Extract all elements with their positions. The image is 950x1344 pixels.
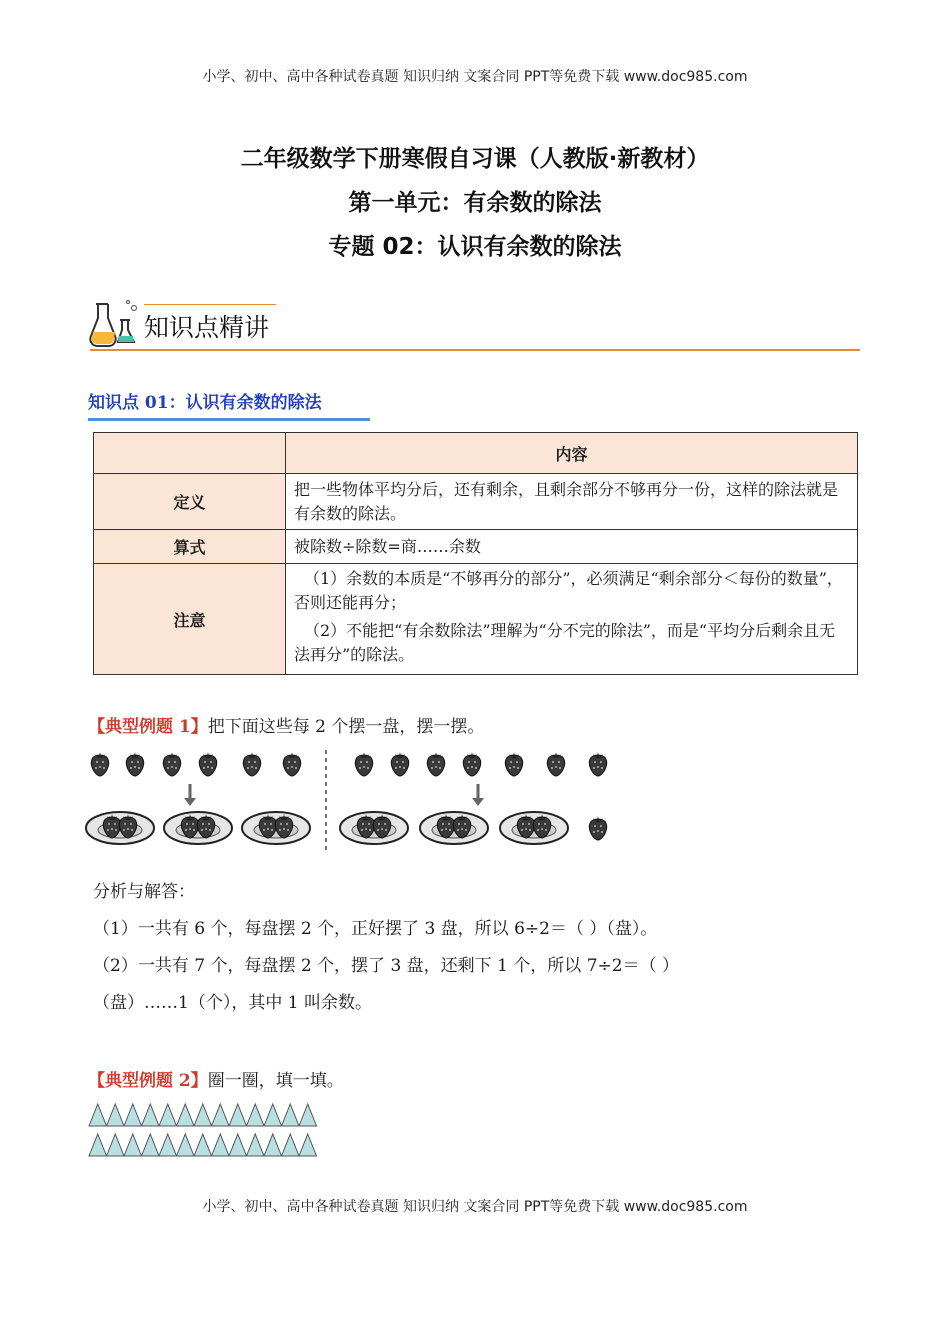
page-footer: 小学、初中、高中各种试卷真题 知识归纳 文案合同 PPT等免费下载 www.doc985.com — [202, 1199, 748, 1215]
right-arrow-icon — [472, 784, 484, 806]
example1-text: 把下面这些每 2 个摆一盘，摆一摆。 — [207, 717, 485, 737]
triangle — [124, 1134, 142, 1156]
triangle — [247, 1104, 265, 1126]
triangle — [282, 1104, 300, 1126]
table-header-empty — [94, 433, 286, 474]
triangle — [177, 1134, 195, 1156]
right-strawberry-row — [355, 752, 606, 776]
triangle — [229, 1104, 247, 1126]
triangle — [282, 1134, 300, 1156]
topic-title: 专题 02：认识有余数的除法 — [328, 234, 622, 260]
knowledge-table — [93, 432, 858, 675]
row-label-note: 注意 — [94, 564, 286, 675]
triangle — [159, 1104, 177, 1126]
example1-heading — [88, 712, 484, 737]
triangle — [264, 1134, 282, 1156]
page-header: 小学、初中、高中各种试卷真题 知识归纳 文案合同 PPT等免费下载 www.doc985.com — [202, 69, 748, 85]
section-rule — [90, 349, 860, 351]
left-plates — [86, 812, 310, 844]
triangles-figure — [88, 1102, 318, 1164]
example1-tag: 【典型例题 1】 — [88, 717, 208, 737]
example2-text: 圈一圈，填一填。 — [207, 1071, 344, 1091]
table-row — [94, 474, 858, 530]
triangle — [107, 1134, 125, 1156]
triangle — [89, 1134, 107, 1156]
row-content-definition: 把一些物体平均分后，还有剩余，且剩余部分不够再分一份，这样的除法就是有余数的除法。 — [286, 474, 858, 530]
triangle — [124, 1104, 142, 1126]
analysis-title: 分析与解答： — [93, 882, 195, 902]
left-arrow-icon — [184, 784, 196, 806]
analysis-line-2: （2）一共有 7 个，每盘摆 2 个，摆了 3 盘，还剩下 1 个，所以 7÷2＝（ ） — [93, 956, 679, 976]
leftover-strawberry — [589, 816, 606, 840]
triangle — [177, 1104, 195, 1126]
right-plates — [340, 812, 568, 844]
analysis-line-1: （1）一共有 6 个，每盘摆 2 个，正好摆了 3 盘，所以 6÷2＝（ ）（盘）。 — [93, 919, 658, 939]
example2-heading — [88, 1066, 344, 1091]
note-paragraph-2: （2）不能把“有余数除法”理解为“分不完的除法”，而是“平均分后剩余且无法再分”的除法。 — [294, 621, 836, 664]
example1-strawberry-figure — [80, 740, 640, 860]
table-row — [94, 564, 858, 675]
knowledge-point-underline — [88, 418, 370, 421]
triangle — [264, 1104, 282, 1126]
example2-tag: 【典型例题 2】 — [88, 1071, 208, 1091]
triangle — [89, 1104, 107, 1126]
triangle — [247, 1134, 265, 1156]
triangle — [194, 1134, 212, 1156]
row-label-formula: 算式 — [94, 530, 286, 564]
analysis-line-3: （盘）……1（个），其中 1 叫余数。 — [93, 993, 372, 1013]
table-header-row — [94, 433, 858, 474]
triangle — [159, 1134, 177, 1156]
row-content-formula: 被除数÷除数=商……余数 — [286, 530, 858, 564]
note-paragraph-1: （1）余数的本质是“不够再分的部分”，必须满足“剩余部分＜每份的数量”，否则还能再分； — [294, 569, 843, 612]
triangle — [212, 1134, 230, 1156]
section-title: 知识点精讲 — [144, 313, 270, 342]
chemistry-flask-icon — [88, 298, 140, 350]
unit-title: 第一单元：有余数的除法 — [348, 190, 602, 216]
example1-answer — [93, 874, 679, 1022]
triangle — [142, 1104, 160, 1126]
table-header-content: 内容 — [286, 433, 858, 474]
left-strawberry-row — [91, 752, 300, 776]
triangle — [299, 1104, 317, 1126]
section-top-rule — [144, 304, 276, 305]
knowledge-point-title: 知识点 01：认识有余数的除法 — [88, 393, 322, 413]
triangle — [229, 1134, 247, 1156]
triangle — [194, 1104, 212, 1126]
triangle — [142, 1134, 160, 1156]
triangle — [107, 1104, 125, 1126]
doc-title: 二年级数学下册寒假自习课（人教版·新教材） — [240, 146, 710, 172]
row-label-definition: 定义 — [94, 474, 286, 530]
triangle — [299, 1134, 317, 1156]
table-row — [94, 530, 858, 564]
row-content-note — [286, 564, 858, 675]
triangle — [212, 1104, 230, 1126]
